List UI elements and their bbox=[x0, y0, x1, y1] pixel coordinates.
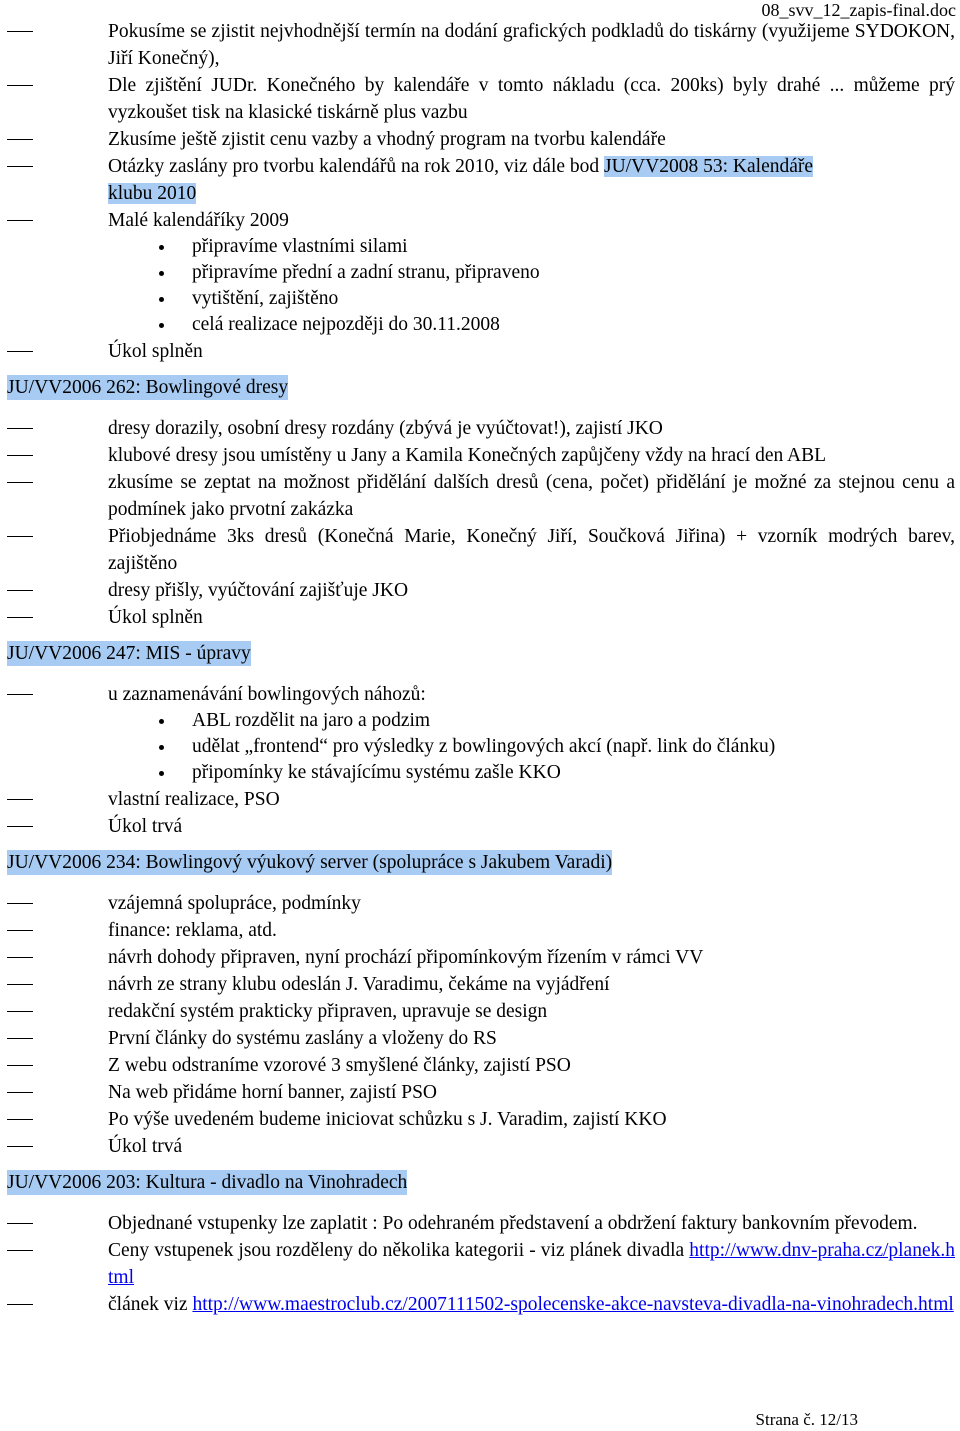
list-item-text: redakční systém prakticky připraven, upravuje se design bbox=[108, 1001, 548, 1022]
task-status: Úkol trvá bbox=[108, 1136, 183, 1157]
list-item-text: Objednané vstupenky lze zaplatit : Po odehraném představení a obdržení faktury bankovním převodem. bbox=[108, 1213, 918, 1234]
cross-reference: JU/VV2008 53: Kalendáře bbox=[604, 156, 814, 177]
list-item bbox=[7, 1025, 955, 1052]
section-heading bbox=[7, 373, 955, 403]
list-item bbox=[7, 207, 955, 234]
list-item bbox=[7, 917, 955, 944]
list-item-text: Otázky zaslány pro tvorbu kalendářů na rok 2010, viz dále bod bbox=[108, 156, 605, 177]
list-item-text: návrh dohody připraven, nyní prochází připomínkovým řízením v rámci VV bbox=[108, 947, 704, 968]
list-item bbox=[7, 890, 955, 917]
bullet-icon bbox=[159, 771, 164, 776]
list-item bbox=[7, 998, 955, 1025]
bullet-text: vytištění, zajištěno bbox=[192, 288, 339, 309]
article-link[interactable]: http://www.maestroclub.cz/2007111502-spolecenske-akce-navsteva-divadla-na-vinohradech.html bbox=[192, 1294, 954, 1315]
list-item-text: dresy dorazily, osobní dresy rozdány (zbývá je vyúčtovat!), zajistí JKO bbox=[108, 418, 663, 439]
cross-reference-continued: klubu 2010 bbox=[108, 183, 197, 204]
task-status: Úkol trvá bbox=[108, 816, 183, 837]
list-item-text: Pokusíme se zjistit nejvhodnější termín na dodání grafických podkladů do tiskárny (využijeme SYDOKON, Jiří Konečný), bbox=[108, 21, 955, 69]
list-item bbox=[7, 523, 955, 577]
bullet-item bbox=[7, 260, 955, 286]
bullet-icon bbox=[159, 297, 164, 302]
list-item bbox=[7, 786, 955, 813]
bullet-icon bbox=[159, 271, 164, 276]
list-item bbox=[7, 813, 955, 840]
list-item-text: návrh ze strany klubu odeslán J. Varadimu, čekáme na vyjádření bbox=[108, 974, 610, 995]
planek-link[interactable]: http://www.dnv-praha.cz/planek.html bbox=[108, 1240, 955, 1288]
bullet-icon bbox=[159, 745, 164, 750]
list-item bbox=[7, 1079, 955, 1106]
section-heading-text: JU/VV2006 247: MIS - úpravy bbox=[7, 643, 251, 664]
list-item bbox=[7, 1210, 955, 1237]
list-item-text: u zaznamenávání bowlingových náhozů: bbox=[108, 684, 426, 705]
list-item-text: Na web přidáme horní banner, zajistí PSO bbox=[108, 1082, 438, 1103]
bullet-icon bbox=[159, 323, 164, 328]
list-item bbox=[7, 1237, 955, 1291]
bullet-text: připomínky ke stávajícímu systému zašle KKO bbox=[192, 762, 561, 783]
bullet-icon bbox=[159, 719, 164, 724]
bullet-item bbox=[7, 760, 955, 786]
bullet-text: připravíme přední a zadní stranu, připraveno bbox=[192, 262, 540, 283]
section-heading-text: JU/VV2006 203: Kultura - divadlo na Vinohradech bbox=[7, 1172, 408, 1193]
list-item bbox=[7, 577, 955, 604]
list-item bbox=[7, 415, 955, 442]
list-item bbox=[7, 681, 955, 708]
document-filename: 08_svv_12_zapis-final.doc bbox=[761, 0, 956, 20]
section-heading bbox=[7, 848, 955, 878]
bullet-item bbox=[7, 286, 955, 312]
list-item-text: První články do systému zaslány a vloženy do RS bbox=[108, 1028, 497, 1049]
list-item bbox=[7, 153, 955, 207]
list-item-text: článek viz bbox=[108, 1294, 193, 1315]
list-item bbox=[7, 72, 955, 126]
section-heading bbox=[7, 639, 955, 669]
section-heading bbox=[7, 1168, 955, 1198]
bullet-item bbox=[7, 708, 955, 734]
list-item bbox=[7, 1106, 955, 1133]
list-item-text: klubové dresy jsou umístěny u Jany a Kamila Konečných zapůjčeny vždy na hrací den ABL bbox=[108, 445, 827, 466]
list-item-text: zkusíme se zeptat na možnost přidělání dalších dresů (cena, počet) přidělání je možné za stejnou cenu a podmínek jako prvotní zakázka bbox=[108, 472, 955, 520]
list-item bbox=[7, 126, 955, 153]
list-item-text: Z webu odstraníme vzorové 3 smyšlené články, zajistí PSO bbox=[108, 1055, 571, 1076]
list-item-text: vzájemná spolupráce, podmínky bbox=[108, 893, 361, 914]
list-item-text: Přiobjednáme 3ks dresů (Konečná Marie, Konečný Jiří, Součková Jiřina) + vzorník modrých barev, zajištěno bbox=[108, 526, 955, 574]
bullet-text: připravíme vlastními silami bbox=[192, 236, 408, 257]
list-item-text: Zkusíme ještě zjistit cenu vazby a vhodný program na tvorbu kalendáře bbox=[108, 129, 666, 150]
list-item-text: Dle zjištění JUDr. Konečného by kalendáře v tomto nákladu (cca. 200ks) byly drahé ... můžeme prý vyzkoušet tisk na klasické tiskárně plus vazbu bbox=[108, 75, 955, 123]
list-item bbox=[7, 18, 955, 72]
list-item-text: vlastní realizace, PSO bbox=[108, 789, 280, 810]
bullet-item bbox=[7, 734, 955, 760]
task-status: Úkol splněn bbox=[108, 341, 203, 362]
bullet-text: celá realizace nejpozději do 30.11.2008 bbox=[192, 314, 500, 335]
list-item-text: finance: reklama, atd. bbox=[108, 920, 277, 941]
list-item bbox=[7, 469, 955, 523]
bullet-text: ABL rozdělit na jaro a podzim bbox=[192, 710, 431, 731]
list-item bbox=[7, 944, 955, 971]
list-item bbox=[7, 604, 955, 631]
bullet-text: udělat „frontend“ pro výsledky z bowlingových akcí (např. link do článku) bbox=[192, 736, 776, 757]
list-item-text: Malé kalendáříky 2009 bbox=[108, 210, 289, 231]
list-item-text: Po výše uvedeném budeme iniciovat schůzku s J. Varadim, zajistí KKO bbox=[108, 1109, 667, 1130]
list-item bbox=[7, 1291, 955, 1318]
list-item bbox=[7, 338, 955, 365]
list-item bbox=[7, 1133, 955, 1160]
section-heading-text: JU/VV2006 262: Bowlingové dresy bbox=[7, 377, 289, 398]
page-number: Strana č. 12/13 bbox=[755, 1410, 858, 1429]
list-item bbox=[7, 971, 955, 998]
document-page bbox=[7, 18, 955, 1318]
list-item bbox=[7, 442, 955, 469]
bullet-item bbox=[7, 312, 955, 338]
section-heading-text: JU/VV2006 234: Bowlingový výukový server (spolupráce s Jakubem Varadi) bbox=[7, 852, 613, 873]
bullet-item bbox=[7, 234, 955, 260]
list-item-text: dresy přišly, vyúčtování zajišťuje JKO bbox=[108, 580, 409, 601]
bullet-icon bbox=[159, 245, 164, 250]
list-item-text: Ceny vstupenek jsou rozděleny do několika kategorii - viz plánek divadla bbox=[108, 1240, 690, 1261]
task-status: Úkol splněn bbox=[108, 607, 203, 628]
list-item bbox=[7, 1052, 955, 1079]
